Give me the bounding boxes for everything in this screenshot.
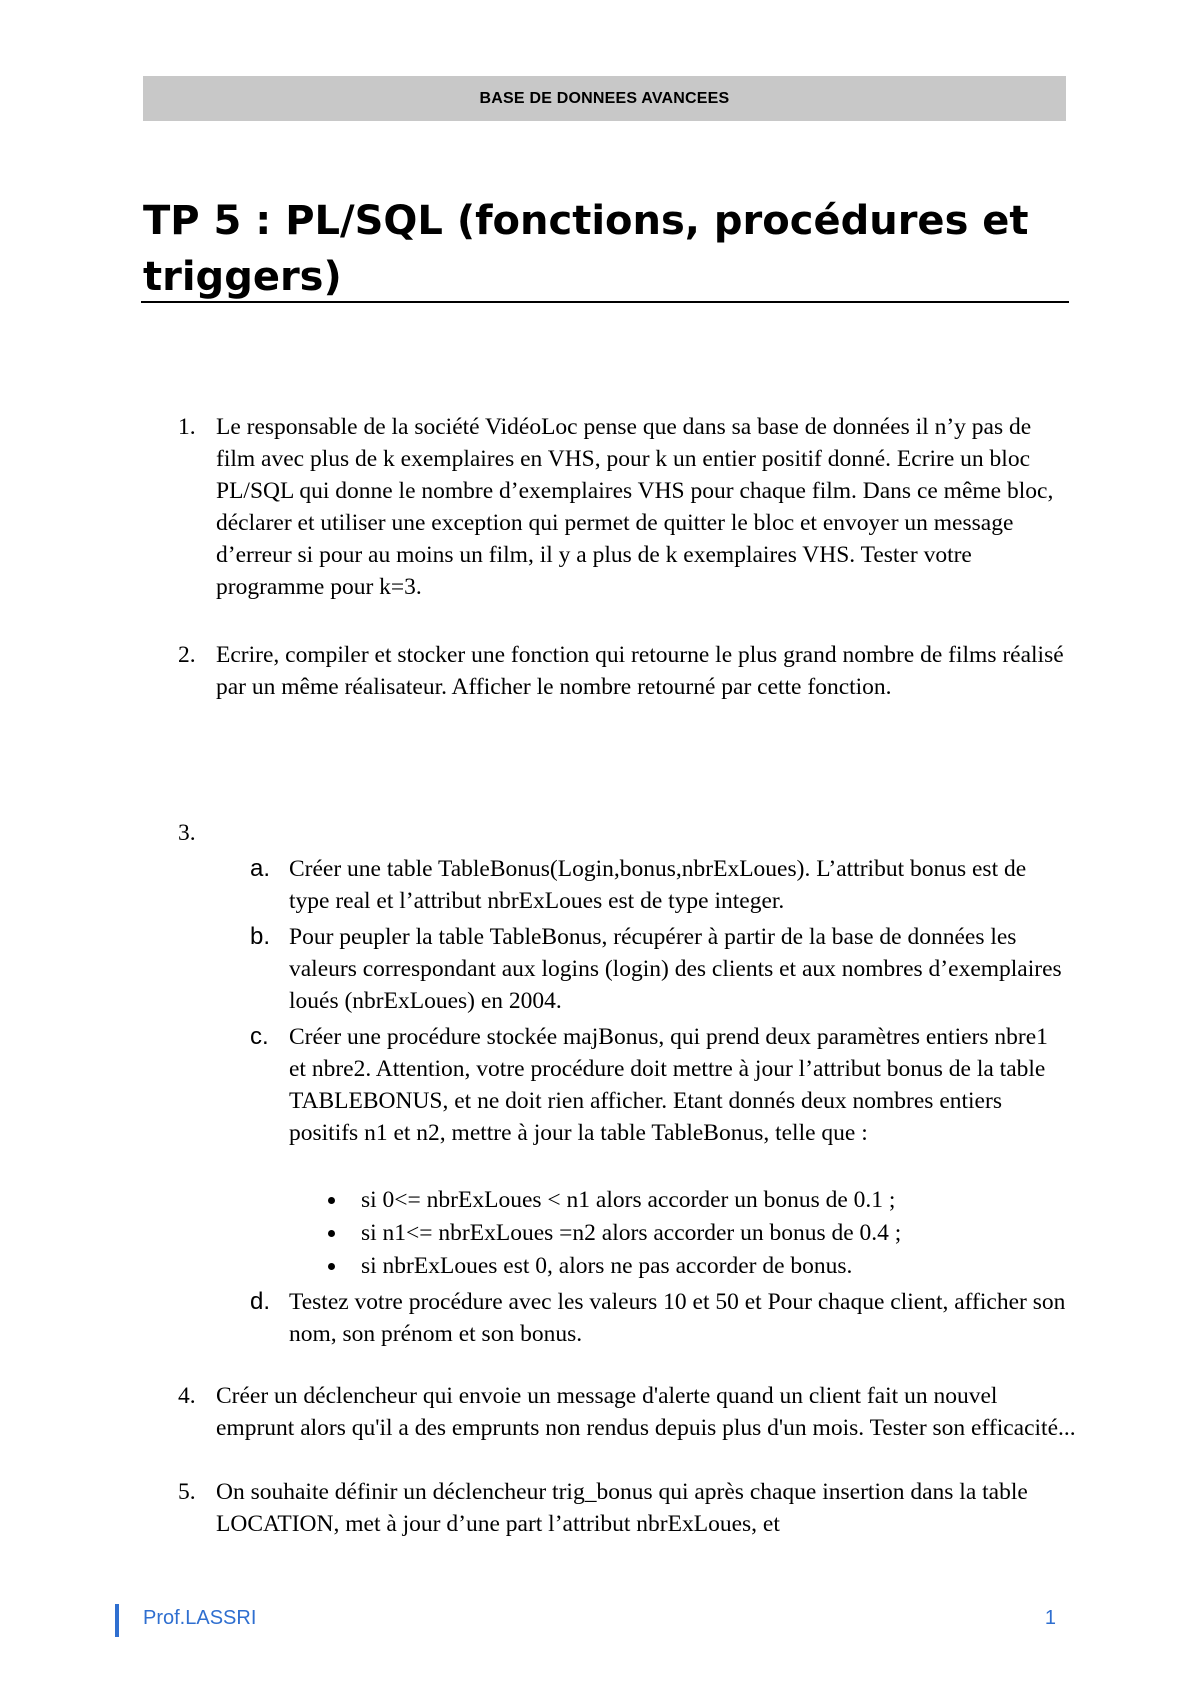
- footer-author: Prof.LASSRI: [143, 1607, 257, 1629]
- bullet-icon: [328, 1197, 335, 1204]
- subitem-text: Testez votre procédure avec les valeurs 10 et 50 et Pour chaque client, afficher son nom, son prénom et son bonus.: [289, 1289, 1066, 1347]
- page-number: 1: [1044, 1607, 1056, 1629]
- item-text: Le responsable de la société VidéoLoc pense que dans sa base de données il n’y pas de film avec plus de k exemplaires en VHS, pour k un entier positif donné. Ecrire un bloc PL/SQL qui donne le nombre d’exemplaires VHS pour chaque film. Dans ce même bloc, déclarer et utiliser une exception qui permet de quitter le bloc et envoyer un message d’erreur si pour au moins un film, il y a plus de k exemplaires VHS. Tester votre programme pour k=3.: [216, 414, 1054, 600]
- subitem-letter: b.: [250, 923, 271, 950]
- item-number: 5.: [178, 1479, 196, 1505]
- subitem-letter: c.: [250, 1023, 269, 1050]
- item-text: Créer un déclencheur qui envoie un message d'alerte quand un client fait un nouvel emprunt alors qu'il a des emprunts non rendus depuis plus d'un mois. Tester son efficacité...: [216, 1383, 1076, 1441]
- item-text: On souhaite définir un déclencheur trig_bonus qui après chaque insertion dans la table LOCATION, met à jour d’une part l’attribut nbrExLoues, et: [216, 1479, 1028, 1537]
- subitem-letter: d.: [250, 1288, 271, 1315]
- item-number: 1.: [178, 414, 196, 440]
- bullet-icon: [328, 1263, 335, 1270]
- title-line-1: TP 5 : PL/SQL (fonctions, procédures et: [143, 198, 1029, 244]
- document-header: [143, 76, 1066, 121]
- subitem-text: Pour peupler la table TableBonus, récupérer à partir de la base de données les valeurs correspondant aux logins (login) des clients et aux nombres d’exemplaires loués (nbrExLoues) en 2004.: [289, 924, 1062, 1014]
- item-number: 4.: [178, 1383, 196, 1409]
- course-title: BASE DE DONNEES AVANCEES: [479, 89, 730, 107]
- subitem-text: Créer une table TableBonus(Login,bonus,nbrExLoues). L’attribut bonus est de type real et l’attribut nbrExLoues est de type integer.: [289, 856, 1027, 914]
- item-number: 2.: [178, 642, 196, 668]
- subitem-text: Créer une procédure stockée majBonus, qui prend deux paramètres entiers nbre1 et nbre2. Attention, votre procédure doit mettre à jour l’attribut bonus de la table TABLEBONUS, et ne doit rien afficher. Etant donnés deux nombres entiers positifs n1 et n2, mettre à jour la table TableBonus, telle que :: [289, 1024, 1048, 1146]
- bullet-text: si 0<= nbrExLoues < n1 alors accorder un bonus de 0.1 ;: [361, 1187, 896, 1213]
- bullet-text: si n1<= nbrExLoues =n2 alors accorder un bonus de 0.4 ;: [361, 1220, 902, 1246]
- title-line-2: triggers): [143, 254, 342, 300]
- item-text: Ecrire, compiler et stocker une fonction qui retourne le plus grand nombre de films réalisé par un même réalisateur. Afficher le nombre retourné par cette fonction.: [216, 642, 1064, 700]
- page-title: [143, 193, 1068, 305]
- title-underline: [141, 301, 1069, 303]
- subitem-letter: a.: [250, 855, 271, 882]
- bullet-icon: [328, 1230, 335, 1237]
- item-number: 3.: [178, 820, 196, 846]
- footer-accent-bar: [115, 1604, 119, 1637]
- bullet-text: si nbrExLoues est 0, alors ne pas accorder de bonus.: [361, 1253, 853, 1279]
